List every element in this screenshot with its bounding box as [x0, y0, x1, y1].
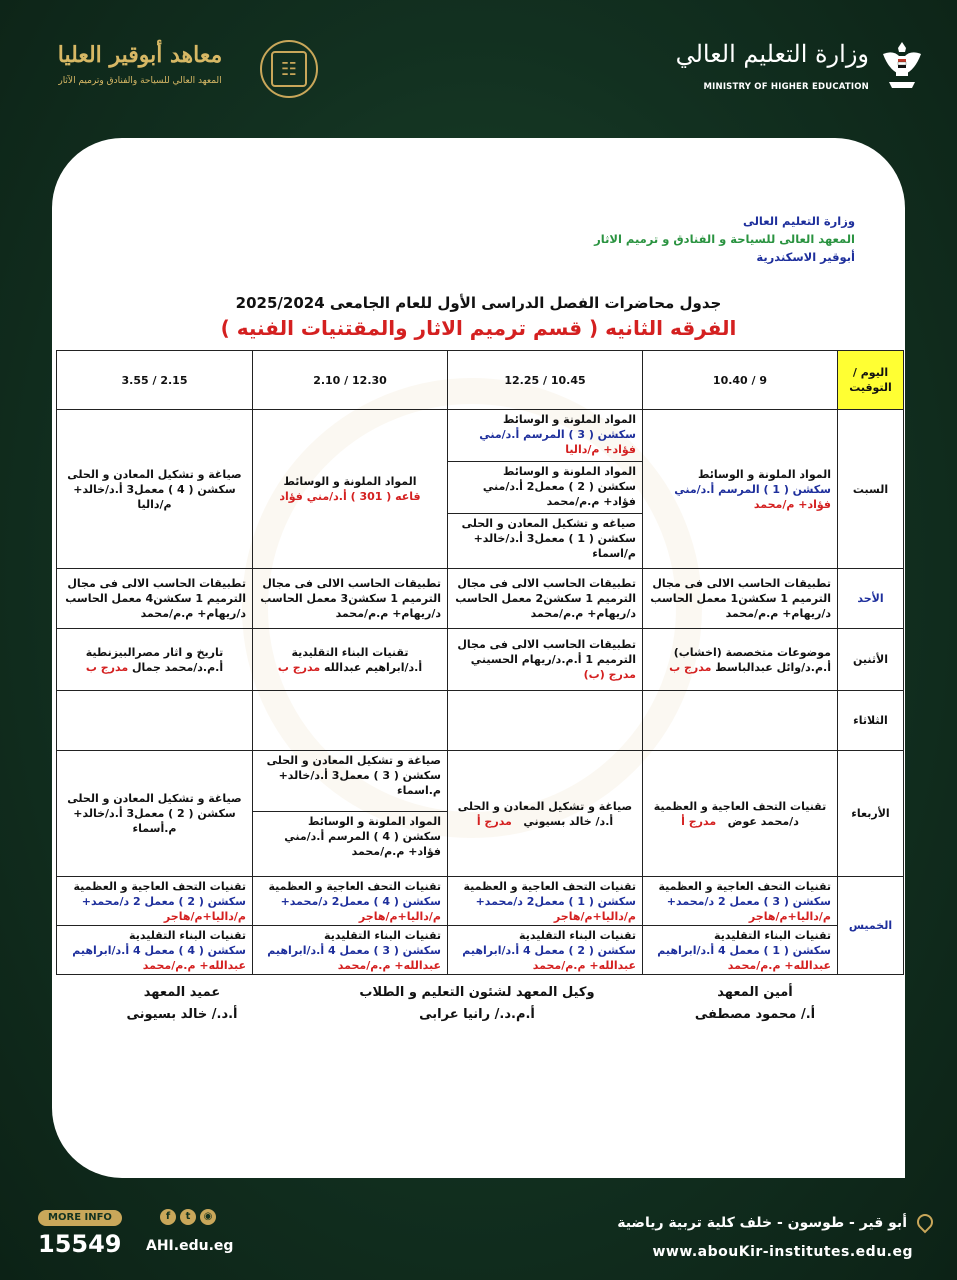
signatory-name: أ.د./ خالد بسيونى [126, 1007, 238, 1022]
instructor-info: م/داليا [137, 497, 172, 511]
signatures-block [52, 982, 905, 1042]
schedule-subtitle: الفرقه الثانيه ( قسم ترميم الاثار والمقتنيات الفنيه ) [220, 316, 737, 340]
hall-label: مدرج (ب) [583, 668, 636, 681]
cell-sun-3 [253, 569, 448, 629]
section-info: سكشن ( 1 ) المرسم أ.د/مني [674, 482, 831, 496]
course-name: صياغه و تشكيل المعادن و الحلى [461, 517, 636, 530]
hall-label: مدرج أ [681, 814, 717, 828]
signature-dean [92, 982, 272, 1026]
cell-wed-3 [253, 751, 448, 877]
signature-vice-dean [322, 982, 632, 1026]
table-header-row [57, 351, 904, 410]
table-row-monday [57, 629, 904, 691]
day-sunday: الأحد [838, 569, 904, 629]
signatory-title: عميد المعهد [143, 985, 221, 1000]
cell-wed-4 [57, 751, 253, 877]
twitter-icon[interactable]: t [180, 1209, 196, 1225]
course-name: تطبيقات الحاسب الالى فى مجال [457, 638, 636, 651]
signatory-title: وكيل المعهد لشئون التعليم و الطلاب [359, 985, 595, 1000]
ministry-branding [625, 38, 925, 108]
facebook-icon[interactable]: f [160, 1209, 176, 1225]
cell-mon-3 [253, 629, 448, 691]
section-info: الترميم 1 سكشن1 معمل الحاسب [650, 592, 831, 605]
instructor-info: م/داليا+م/هاجر [358, 910, 441, 923]
letterhead-location: أبوقير الاسكندرية [756, 250, 855, 264]
cell-thu-2 [448, 877, 643, 975]
instructor-info: عبدالله+ م.م/محمد [727, 959, 831, 972]
cell-sun-4 [57, 569, 253, 629]
course-name: تقنيات التحف العاجية و العظمية [463, 880, 636, 893]
ministry-name-ar: وزارة التعليم العالي [675, 40, 869, 68]
instructor-info: م/اسماء [592, 547, 636, 560]
instructor-info: فؤاد+ م.م/محمد [546, 495, 636, 508]
table-row-wednesday [57, 751, 904, 877]
institute-name: معاهد أبوقير العليا [57, 42, 223, 68]
ministry-name-en: MINISTRY OF HIGHER EDUCATION [703, 82, 869, 92]
instructor-info: م/داليا+م/هاجر [748, 910, 831, 923]
course-name: المواد الملونة و الوسائط [697, 467, 831, 481]
website-short-link[interactable]: AHI.edu.eg [146, 1238, 234, 1254]
section-info: الترميم 1 سكشن3 معمل الحاسب [260, 592, 441, 605]
day-saturday: السبت [838, 410, 904, 569]
course-name: المواد الملونة و الوسائط [307, 815, 441, 828]
section-info: سكشن ( 4 ) المرسم أ.د/مني [284, 830, 441, 843]
signatory-name: أ./ محمود مصطفى [694, 1007, 816, 1022]
cell-sat-3 [253, 410, 448, 569]
address-text: أبو قير - طوسون - خلف كلية تربية رياضية [617, 1215, 907, 1231]
time-slot-4: 2.15 / 3.55 [57, 351, 253, 410]
section-info: سكشن ( 1 ) معمل 4 أ.د/ابراهيم [657, 944, 831, 957]
day-monday: الأثنين [838, 629, 904, 691]
hall-label: مدرج أ [476, 814, 512, 828]
hall-label: مدرج ب [277, 660, 321, 674]
course-name: تقنيات البناء التقليدية [324, 929, 441, 942]
instructor-info: د/ريهام+ م.م/محمد [335, 607, 441, 620]
website-link[interactable]: www.abouKir-institutes.edu.eg [652, 1244, 913, 1260]
instructor-info: أ.د/ خالد بسيوني [523, 814, 614, 828]
course-name: تقنيات التحف العاجية و العظمية [73, 880, 246, 893]
instructor-info: م/داليا+م/هاجر [163, 910, 246, 923]
course-name: تاريخ و اثار مصرالبيزنطية [85, 645, 224, 659]
course-name: صياغة و تشكيل المعادن و الحلى [67, 467, 242, 481]
course-name: المواد الملونة و الوسائط [283, 475, 417, 488]
course-name: صياغة و تشكيل المعادن و الحلى [457, 799, 633, 813]
instructor-info: أ.م.د/وائل عبدالباسط [715, 660, 831, 674]
cell-sat-4 [57, 410, 253, 569]
time-slot-3: 12.30 / 2.10 [253, 351, 448, 410]
time-slot-2: 10.45 / 12.25 [448, 351, 643, 410]
day-wednesday: الأربعاء [838, 751, 904, 877]
course-name: تقنيات البناء التقليدية [129, 929, 246, 942]
cell-mon-2 [448, 629, 643, 691]
cell-wed-1 [643, 751, 838, 877]
section-info: سكشن ( 4 ) معمل 4 أ.د/ابراهيم [72, 944, 246, 957]
instructor-info: م/داليا+م/هاجر [553, 910, 636, 923]
schedule-table [56, 350, 904, 975]
cell-tue-2 [448, 691, 643, 751]
corner-cell: اليوم / التوقيت [838, 351, 904, 410]
instructor-info: الترميم 1 أ.م.د/ريهام الحسيني [470, 653, 636, 666]
table-row-sunday [57, 569, 904, 629]
cell-sun-2 [448, 569, 643, 629]
section-info: الترميم 1 سكشن4 معمل الحاسب [65, 592, 246, 605]
instructor-info: أ.د/ابراهيم عبدالله [324, 660, 423, 674]
section-info: سكشن ( 3 ) معمل 4 أ.د/ابراهيم [267, 944, 441, 957]
schedule-title: جدول محاضرات الفصل الدراسى الأول للعام الجامعى 2025/2024 [235, 294, 722, 312]
instagram-icon[interactable]: ◉ [200, 1209, 216, 1225]
section-info: سكشن ( 3 ) معمل3 أ.د/خالد+ [278, 769, 441, 782]
section-info: قاعه ( 301 ) أ.د/مني فؤاد [279, 490, 421, 503]
section-info: سكشن ( 3 ) معمل 2 د/محمد+ [666, 895, 831, 908]
cell-sat-1 [643, 410, 838, 569]
day-thursday: الخميس [838, 877, 904, 975]
section-info: الترميم 1 سكشن2 معمل الحاسب [455, 592, 636, 605]
instructor-info: فؤاد+ م/داليا [565, 443, 636, 456]
letterhead-ministry: وزارة التعليم العالى [742, 214, 855, 228]
course-name: تقنيات البناء التقليدية [291, 645, 409, 659]
hotline-number: 15549 [38, 1230, 122, 1258]
section-info: سكشن ( 4 ) معمل3 أ.د/خالد+ [73, 482, 236, 496]
course-name: تقنيات التحف العاجية و العظمية [658, 880, 831, 893]
instructor-info: عبدالله+ م.م/محمد [337, 959, 441, 972]
institute-subtitle: المعهد العالي للسياحة والفنادق وترميم الآثار [58, 76, 222, 86]
section-info: سكشن ( 2 ) معمل3 أ.د/خالد+ [73, 807, 236, 820]
cell-thu-4 [57, 877, 253, 975]
time-slot-1: 9 / 10.40 [643, 351, 838, 410]
cell-tue-3 [253, 691, 448, 751]
course-name: تقنيات التحف العاجية و العظمية [268, 880, 441, 893]
cell-wed-2 [448, 751, 643, 877]
section-info: سكشن ( 2 ) معمل 4 أ.د/ابراهيم [462, 944, 636, 957]
instructor-info: عبدالله+ م.م/محمد [532, 959, 636, 972]
eagle-emblem-icon [879, 38, 925, 96]
course-name: تطبيقات الحاسب الالى فى مجال [262, 577, 441, 590]
table-row-thursday [57, 877, 904, 975]
cell-mon-1 [643, 629, 838, 691]
cell-tue-1 [643, 691, 838, 751]
instructor-info: فؤاد+ م.م/محمد [351, 845, 441, 858]
cell-tue-4 [57, 691, 253, 751]
section-info: سكشن ( 1 ) معمل2 د/محمد+ [475, 895, 636, 908]
document-letterhead [594, 212, 855, 266]
instructor-info: د/محمد عوض [727, 814, 799, 828]
course-name: موضوعات متخصصة (اخشاب) [673, 645, 831, 659]
signatory-title: أمين المعهد [717, 985, 793, 1000]
hall-label: مدرج ب [669, 660, 712, 674]
instructor-info: فؤاد+ م/محمد [753, 497, 831, 511]
table-row-saturday [57, 410, 904, 569]
course-name: المواد الملونة و الوسائط [502, 413, 636, 426]
course-name: المواد الملونة و الوسائط [502, 465, 636, 478]
course-name: تقنيات التحف العاجية و العظمية [653, 799, 827, 813]
letterhead-institute: المعهد العالى للسياحة و الفنادق و ترميم الاثار [594, 232, 855, 246]
cell-thu-3 [253, 877, 448, 975]
course-name: صياغة و تشكيل المعادن و الحلى [67, 792, 242, 805]
institute-branding [30, 38, 330, 108]
cell-sat-2 [448, 410, 643, 569]
cell-sun-1 [643, 569, 838, 629]
instructor-info: د/ريهام+ م.م/محمد [140, 607, 246, 620]
instructor-info: م.اسماء [397, 784, 441, 797]
section-info: سكشن ( 2 ) معمل 2 د/محمد+ [81, 895, 246, 908]
hall-label: مدرج ب [85, 660, 129, 674]
course-name: تطبيقات الحاسب الالى فى مجال [457, 577, 636, 590]
cell-thu-1 [643, 877, 838, 975]
instructor-info: م.أسماء [132, 822, 177, 835]
course-name: تطبيقات الحاسب الالى فى مجال [67, 577, 246, 590]
day-tuesday: الثلاثاء [838, 691, 904, 751]
instructor-info: د/ريهام+ م.م/محمد [530, 607, 636, 620]
instructor-info: د/ريهام+ م.م/محمد [725, 607, 831, 620]
schedule-card [52, 138, 905, 1178]
institute-logo-icon: ☷ [260, 40, 318, 98]
instructor-info: عبدالله+ م.م/محمد [142, 959, 246, 972]
section-info: سكشن ( 4 ) معمل2 د/محمد+ [280, 895, 441, 908]
more-info-badge: MORE INFO [38, 1210, 122, 1226]
table-row-tuesday [57, 691, 904, 751]
course-name: تقنيات البناء التقليدية [714, 929, 831, 942]
cell-mon-4 [57, 629, 253, 691]
instructor-info: أ.م.د/محمد جمال [132, 660, 224, 674]
signatory-name: أ.م.د./ رانيا عرابى [419, 1007, 535, 1022]
section-info: سكشن ( 3 ) المرسم أ.د/مني [479, 428, 636, 441]
signature-secretary [665, 982, 845, 1026]
course-name: صياغة و تشكيل المعادن و الحلى [266, 754, 441, 767]
section-info: سكشن ( 1 ) معمل3 أ.د/خالد+ [473, 532, 636, 545]
course-name: تطبيقات الحاسب الالى فى مجال [652, 577, 831, 590]
social-links [160, 1209, 216, 1225]
course-name: تقنيات البناء التقليدية [519, 929, 636, 942]
section-info: سكشن ( 2 ) معمل2 أ.د/مني [482, 480, 636, 493]
